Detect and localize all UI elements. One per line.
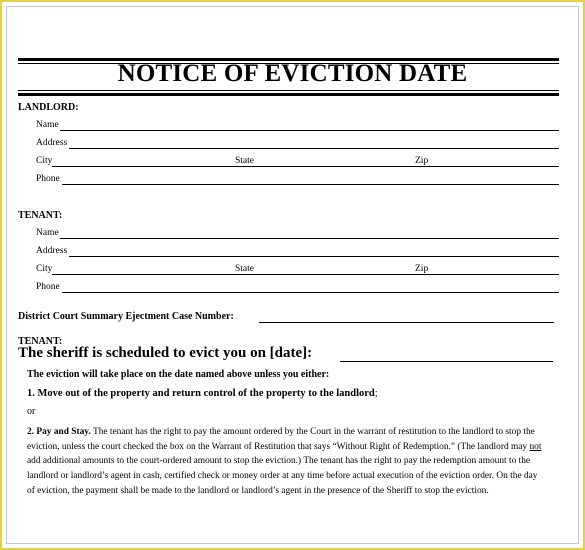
landlord-name-line[interactable]: [60, 130, 559, 131]
tenant-zip-label: Zip: [415, 264, 429, 274]
tenant-address-label: Address: [36, 246, 68, 256]
sheriff-date-statement: The sheriff is scheduled to evict you on [date]:: [18, 345, 313, 361]
page-title: NOTICE OF EVICTION DATE: [117, 60, 468, 87]
tenant-notice-label: TENANT:: [18, 336, 63, 347]
option-pay-and-stay-heading: 2. Pay and Stay.: [27, 427, 91, 437]
landlord-zip-label: Zip: [415, 156, 429, 166]
tenant-city-state-zip-line[interactable]: [52, 274, 559, 275]
or-separator: or: [27, 406, 36, 417]
tenant-state-label: State: [235, 264, 254, 274]
option-move-out: [27, 388, 378, 399]
tenant-city-label: City: [36, 264, 53, 274]
title-rule-bottom: [18, 93, 559, 96]
tenant-phone-label: Phone: [36, 282, 60, 292]
landlord-phone-label: Phone: [36, 174, 60, 184]
option-pay-and-stay-text-b: add additional amounts to the court-ordered amount to stop the eviction.) The tenant has the right to pay the redemption amount to the landlord or landlord’s agent in cash, certified check or money order at any time before actual execution of the eviction order. On the day of eviction, the payment shall be made to the landlord or landlord’s agent in the presence of the Sheriff to stop the eviction.: [27, 456, 538, 496]
landlord-address-label: Address: [36, 138, 68, 148]
title-rule-bottom-thin: [18, 90, 559, 91]
landlord-label: LANDLORD:: [18, 102, 79, 113]
landlord-name-label: Name: [36, 120, 59, 130]
case-number-line[interactable]: [259, 322, 554, 323]
option-pay-and-stay: [27, 425, 547, 499]
tenant-label: TENANT:: [18, 210, 63, 221]
tenant-name-label: Name: [36, 228, 59, 238]
landlord-state-label: State: [235, 156, 254, 166]
landlord-address-line[interactable]: [69, 148, 559, 149]
landlord-city-label: City: [36, 156, 53, 166]
landlord-phone-line[interactable]: [62, 184, 559, 185]
option-pay-and-stay-text-a: The tenant has the right to pay the amount ordered by the Court in the warrant of restitution to the landlord to stop the eviction, unless the court checked the box on the Warrant of Restitution that says “Without Right of Redemption.” (The landlord may: [27, 427, 535, 452]
option-move-out-text: 1. Move out of the property and return control of the property to the landlord: [27, 388, 375, 399]
tenant-phone-line[interactable]: [62, 292, 559, 293]
option-move-out-punct: ;: [374, 388, 378, 399]
case-number-label: District Court Summary Ejectment Case Number:: [18, 311, 234, 322]
option-pay-and-stay-not: not: [529, 441, 542, 452]
eviction-date-line[interactable]: [340, 361, 553, 362]
tenant-address-line[interactable]: [69, 256, 559, 257]
landlord-city-state-zip-line[interactable]: [52, 166, 559, 167]
eviction-intro: The eviction will take place on the date named above unless you either:: [27, 369, 330, 380]
tenant-name-line[interactable]: [60, 238, 559, 239]
